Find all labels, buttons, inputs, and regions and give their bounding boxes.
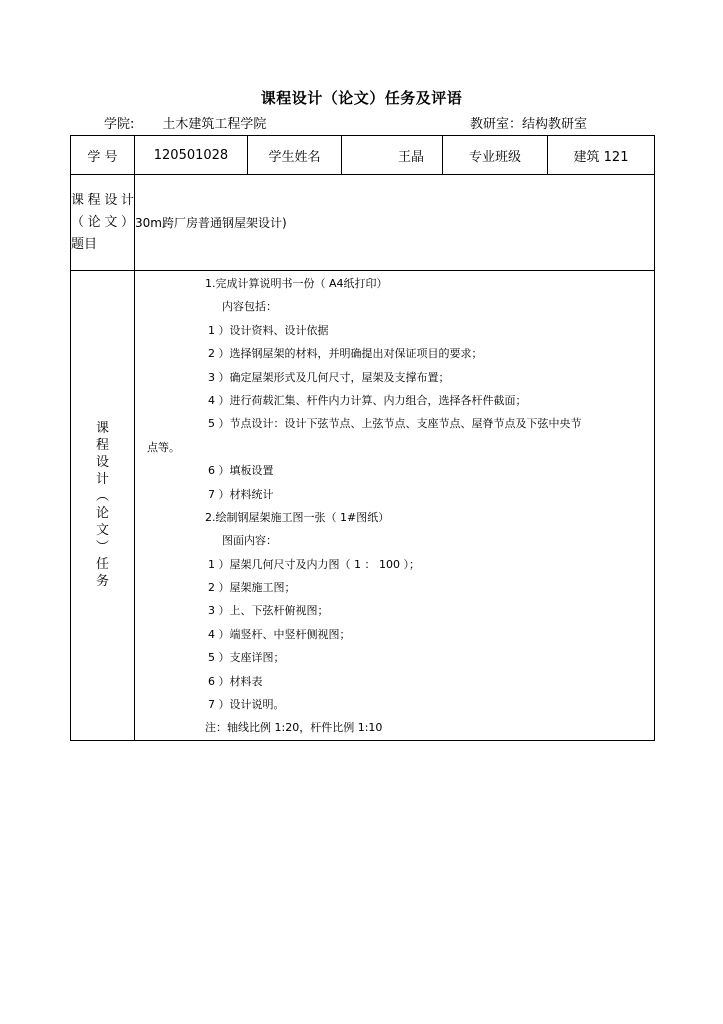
task-line: 1 ）屋架几何尺寸及内力图（ 1 ： 100 ）； [208, 557, 420, 571]
dept-value: 结构教研室 [522, 117, 588, 132]
task-line: 6 ）填板设置 [208, 464, 274, 478]
task-line: 2 ）屋架施工图； [208, 581, 296, 595]
student-name-label: 学生姓名 [248, 136, 342, 175]
task-line: 3 ）上、下弦杆俯视图； [208, 604, 329, 618]
task-line: 1 ）设计资料、设计依据 [208, 323, 329, 337]
task-form-table [70, 135, 655, 741]
college-value: 土木建筑工程学院 [162, 117, 267, 132]
task-line: 4 ）进行荷载汇集、杆件内力计算、内力组合，选择各杆件截面； [208, 393, 527, 407]
student-info-row [71, 136, 655, 175]
task-row [71, 271, 655, 741]
student-name-value: 王晶 [342, 136, 443, 175]
task-label-cell [71, 271, 135, 741]
task-line: 6 ）材料表 [208, 674, 263, 688]
task-line: 4 ）端竖杆、中竖杆侧视图； [208, 627, 351, 641]
task-line: 2.绘制钢屋架施工图一张（ 1#图纸） [205, 510, 390, 524]
task-line: 1.完成计算说明书一份（ A4纸打印） [205, 277, 388, 290]
task-line: 5 ）支座详图； [208, 651, 285, 665]
college-line [104, 113, 266, 132]
student-id-label: 学 号 [71, 136, 135, 175]
task-line: 图面内容： [222, 534, 277, 548]
task-line: 7 ）材料统计 [208, 487, 274, 501]
task-line: 7 ）设计说明。 [208, 698, 285, 712]
task-content [135, 271, 655, 741]
college-label: 学院: [104, 117, 135, 132]
task-note: 注：轴线比例 1:20，杆件比例 1:10 [205, 721, 383, 735]
document-title: 课程设计（论文）任务及评语 [260, 89, 463, 107]
dept-line [470, 113, 587, 132]
student-id-value: 120501028 [135, 136, 248, 175]
topic-label: 课程设计（论文）题目 [71, 175, 135, 271]
topic-value: 30m跨厂房普通钢屋架设计) [135, 175, 655, 271]
major-class-label: 专业班级 [443, 136, 548, 175]
task-line: 3 ）确定屋架形式及几何尺寸，屋架及支撑布置； [208, 370, 450, 384]
task-line: 内容包括： [222, 300, 277, 314]
dept-label: 教研室： [470, 117, 523, 132]
task-label: 课 程 设 计 ︵ 论 文 ︶ 任 务 [95, 421, 109, 590]
task-line: 2 ）选择钢屋架的材料，并明确提出对保证项目的要求； [208, 347, 483, 361]
topic-row [71, 175, 655, 271]
major-class-value: 建筑 121 [548, 136, 655, 175]
task-line: 5 ）节点设计：设计下弦节点、上弦节点、支座节点、屋脊节点及下弦中央节 [208, 417, 582, 431]
task-line: 点等。 [147, 440, 180, 454]
